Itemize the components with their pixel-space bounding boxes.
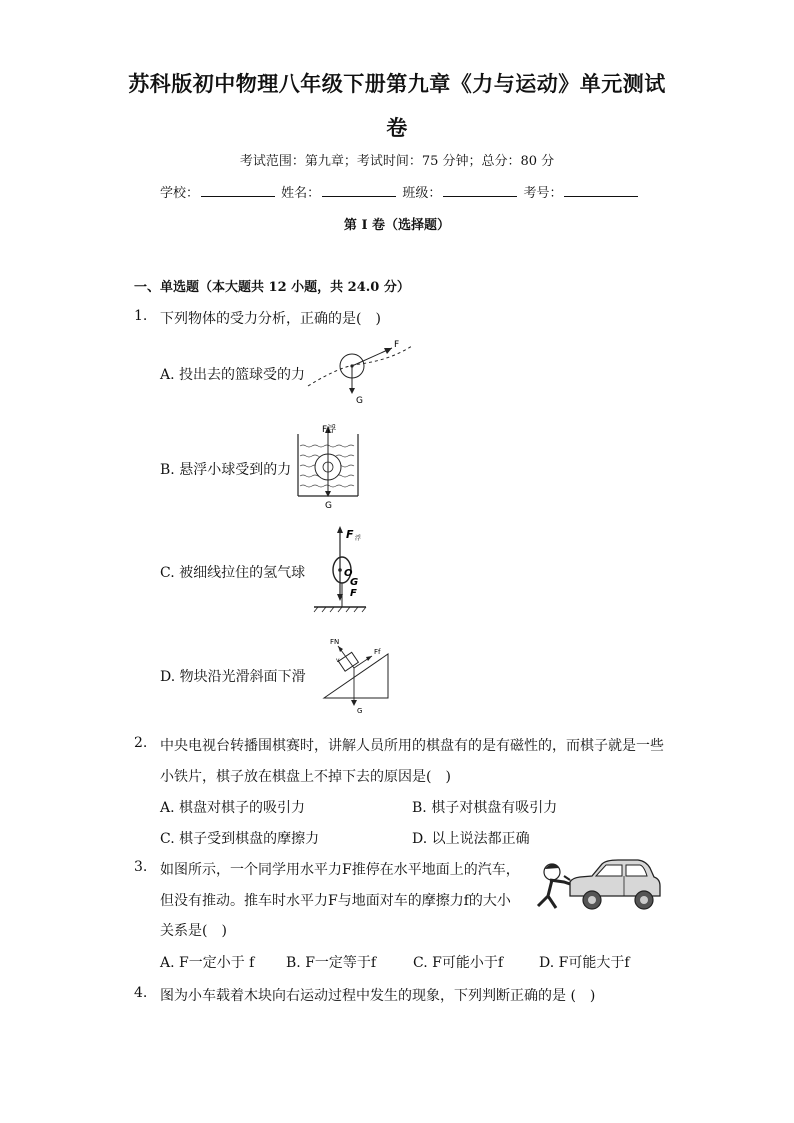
q2-number: 2. <box>134 735 148 751</box>
q3-stem-line2: 但没有推动。推车时水平力F与地面对车的摩擦力f的大小 <box>160 893 511 909</box>
buoyancy-subscript: 浮 <box>355 535 362 542</box>
q2-option-d[interactable]: D. 以上说法都正确 <box>412 831 530 847</box>
q4-number: 4. <box>134 985 148 1001</box>
q3-option-d[interactable]: D. F可能大于f <box>539 955 630 971</box>
school-blank[interactable] <box>201 184 275 197</box>
name-blank[interactable] <box>322 184 396 197</box>
friction-force-label: Ff <box>374 648 381 656</box>
q1-option-a[interactable]: A. 投出去的篮球受的力 <box>160 367 306 383</box>
q2-stem-line2: 小铁片，棋子放在棋盘上不掉下去的原因是( ) <box>160 769 451 785</box>
q1-option-b[interactable]: B. 悬浮小球受到的力 <box>160 462 292 478</box>
incline-block-diagram <box>318 632 398 716</box>
buoyancy-f-label: F <box>346 528 354 541</box>
number-blank[interactable] <box>564 184 638 197</box>
q1-option-d[interactable]: D. 物块沿光滑斜面下滑 <box>160 669 306 685</box>
q3-number: 3. <box>134 859 148 875</box>
velocity-label: v <box>336 657 340 664</box>
tension-f-label: F <box>350 588 357 599</box>
page-title-continued: 卷 <box>386 115 408 140</box>
q1-option-c[interactable]: C. 被细线拉住的氢气球 <box>160 565 306 581</box>
gravity-g-label: G <box>325 501 332 511</box>
push-car-illustration <box>530 852 664 920</box>
force-f-label: F <box>394 340 400 350</box>
gravity-g-label: G <box>356 396 363 406</box>
student-info-row <box>160 182 640 201</box>
page-title: 苏科版初中物理八年级下册第九章《力与运动》单元测试 <box>128 71 666 96</box>
q1-stem: 下列物体的受力分析，正确的是( ) <box>160 311 381 327</box>
q3-stem-line1: 如图所示，一个同学用水平力F推停在水平地面上的汽车， <box>160 862 520 878</box>
q2-stem-line1: 中央电视台转播围棋赛时，讲解人员所用的棋盘有的是有磁性的，而棋子就是一些 <box>160 738 664 754</box>
normal-force-label: FN <box>330 638 340 646</box>
q3-option-a[interactable]: A. F一定小于 f <box>160 955 255 971</box>
name-label: 姓名： <box>281 186 321 201</box>
gravity-g-label: G <box>350 577 359 588</box>
q2-option-a[interactable]: A. 棋盘对棋子的吸引力 <box>160 800 306 816</box>
number-label: 考号： <box>523 186 563 201</box>
suspended-ball-diagram <box>294 422 366 512</box>
buoyancy-label: F浮 <box>322 425 337 435</box>
balloon-force-diagram <box>308 524 388 614</box>
class-label: 班级： <box>402 186 442 201</box>
exam-info: 考试范围：第九章；考试时间：75 分钟；总分：80 分 <box>239 154 555 169</box>
q2-option-b[interactable]: B. 棋子对棋盘有吸引力 <box>412 800 558 816</box>
section-title: 一、单选题（本大题共 12 小题，共 24.0 分） <box>134 280 410 295</box>
volume-title: 第 I 卷（选择题） <box>343 218 451 233</box>
q1-number: 1. <box>134 308 148 324</box>
q3-option-b[interactable]: B. F一定等于f <box>286 955 377 971</box>
class-blank[interactable] <box>443 184 517 197</box>
basketball-force-diagram <box>300 336 420 408</box>
gravity-g-label: G <box>357 707 363 715</box>
q3-stem-line3: 关系是( ) <box>160 923 227 939</box>
center-o-label: O <box>344 568 353 579</box>
school-label: 学校： <box>160 186 200 201</box>
q2-option-c[interactable]: C. 棋子受到棋盘的摩擦力 <box>160 831 320 847</box>
q4-stem: 图为小车载着木块向右运动过程中发生的现象，下列判断正确的是 ( ) <box>160 988 596 1004</box>
q3-option-c[interactable]: C. F可能小于f <box>413 955 504 971</box>
